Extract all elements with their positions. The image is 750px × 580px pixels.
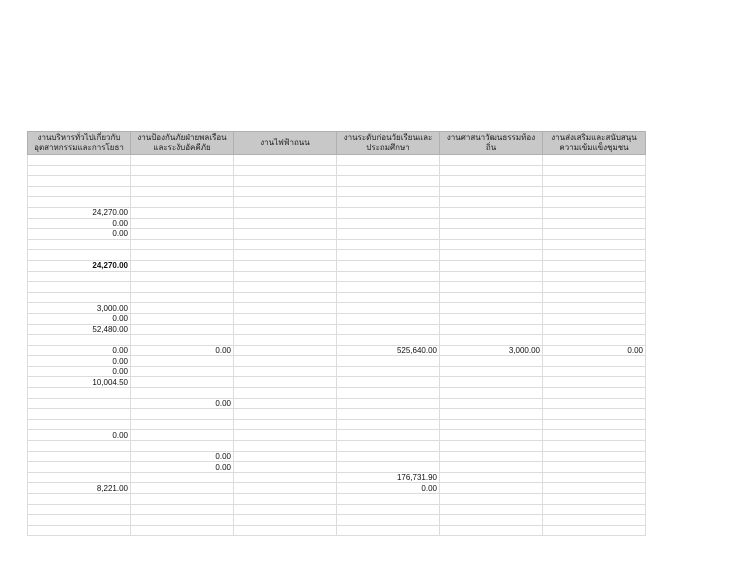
table-cell bbox=[337, 409, 440, 420]
table-cell bbox=[131, 366, 234, 377]
column-header: งานส่งเสริมและสนับสนุนความเข้มแข็งชุมชน bbox=[543, 132, 646, 155]
header-row bbox=[28, 132, 646, 155]
column-header: งานระดับก่อนวัยเรียนและประถมศึกษา bbox=[337, 132, 440, 155]
table-cell bbox=[543, 239, 646, 250]
table-cell bbox=[440, 483, 543, 494]
table-cell bbox=[440, 515, 543, 526]
table-row bbox=[28, 483, 646, 494]
table-row bbox=[28, 451, 646, 462]
table-cell bbox=[337, 462, 440, 473]
table-cell bbox=[28, 250, 131, 261]
table-row bbox=[28, 388, 646, 399]
table-cell: 3,000.00 bbox=[440, 345, 543, 356]
table-cell bbox=[28, 451, 131, 462]
table-cell bbox=[131, 313, 234, 324]
table-cell bbox=[28, 494, 131, 505]
table-cell bbox=[28, 176, 131, 187]
table-row bbox=[28, 430, 646, 441]
table-cell bbox=[337, 356, 440, 367]
table-row bbox=[28, 292, 646, 303]
table-cell bbox=[543, 398, 646, 409]
table-cell bbox=[337, 218, 440, 229]
table-cell: 0.00 bbox=[28, 313, 131, 324]
table-cell bbox=[440, 504, 543, 515]
table-cell bbox=[131, 260, 234, 271]
table-cell bbox=[131, 176, 234, 187]
table-cell bbox=[337, 303, 440, 314]
table-row bbox=[28, 165, 646, 176]
table-cell bbox=[440, 197, 543, 208]
table-cell bbox=[337, 313, 440, 324]
table-cell bbox=[543, 525, 646, 536]
table-row bbox=[28, 260, 646, 271]
table-cell bbox=[543, 388, 646, 399]
table-cell bbox=[234, 504, 337, 515]
table-cell bbox=[131, 271, 234, 282]
table-row bbox=[28, 377, 646, 388]
table-cell bbox=[131, 335, 234, 346]
table-row bbox=[28, 494, 646, 505]
table-row bbox=[28, 239, 646, 250]
table-cell bbox=[28, 441, 131, 452]
table-cell bbox=[131, 419, 234, 430]
table-cell bbox=[440, 472, 543, 483]
table-cell bbox=[234, 388, 337, 399]
table-cell bbox=[131, 292, 234, 303]
table-row bbox=[28, 345, 646, 356]
table-cell bbox=[234, 218, 337, 229]
column-header: งานศาสนาวัฒนธรรมท้องถิ่น bbox=[440, 132, 543, 155]
table-cell bbox=[440, 303, 543, 314]
table-cell bbox=[543, 260, 646, 271]
table-cell bbox=[234, 345, 337, 356]
column-header: งานบริหารทั่วไปเกี่ยวกับอุตสาหกรรมและการโยธา bbox=[28, 132, 131, 155]
table-cell bbox=[440, 462, 543, 473]
table-cell bbox=[337, 197, 440, 208]
table-cell: 176,731.90 bbox=[337, 472, 440, 483]
table-cell: 0.00 bbox=[131, 451, 234, 462]
table-cell bbox=[440, 260, 543, 271]
table-cell bbox=[440, 165, 543, 176]
table-cell: 10,004.50 bbox=[28, 377, 131, 388]
table-cell bbox=[28, 388, 131, 399]
table-cell bbox=[234, 356, 337, 367]
table-cell bbox=[131, 441, 234, 452]
table-cell bbox=[543, 451, 646, 462]
table-cell bbox=[131, 472, 234, 483]
table-cell bbox=[440, 250, 543, 261]
table-cell bbox=[440, 207, 543, 218]
table-cell bbox=[440, 377, 543, 388]
table-cell bbox=[131, 324, 234, 335]
table-cell bbox=[234, 313, 337, 324]
table-cell: 0.00 bbox=[337, 483, 440, 494]
table-cell bbox=[440, 366, 543, 377]
table-row bbox=[28, 282, 646, 293]
table-cell bbox=[28, 155, 131, 166]
table-cell bbox=[543, 271, 646, 282]
table-cell bbox=[440, 282, 543, 293]
table-cell bbox=[28, 472, 131, 483]
table-cell bbox=[440, 335, 543, 346]
budget-table bbox=[27, 131, 646, 536]
table-cell bbox=[234, 260, 337, 271]
table-cell bbox=[543, 176, 646, 187]
table-row bbox=[28, 472, 646, 483]
table-row bbox=[28, 313, 646, 324]
table-cell bbox=[337, 388, 440, 399]
table-cell bbox=[234, 282, 337, 293]
table-cell bbox=[543, 282, 646, 293]
table-cell bbox=[543, 504, 646, 515]
table-row bbox=[28, 462, 646, 473]
table-row bbox=[28, 398, 646, 409]
table-cell: 0.00 bbox=[131, 398, 234, 409]
table-cell bbox=[440, 324, 543, 335]
table-cell bbox=[234, 451, 337, 462]
table-cell bbox=[337, 207, 440, 218]
table-cell: 0.00 bbox=[28, 356, 131, 367]
table-cell bbox=[543, 515, 646, 526]
table-row bbox=[28, 197, 646, 208]
table-cell bbox=[543, 430, 646, 441]
table-cell bbox=[234, 239, 337, 250]
table-cell bbox=[131, 388, 234, 399]
table-cell bbox=[131, 504, 234, 515]
table-cell: 0.00 bbox=[28, 229, 131, 240]
table-row bbox=[28, 250, 646, 261]
table-cell bbox=[234, 398, 337, 409]
table-cell bbox=[543, 377, 646, 388]
table-cell bbox=[543, 419, 646, 430]
table-cell bbox=[234, 250, 337, 261]
table-cell: 52,480.00 bbox=[28, 324, 131, 335]
table-row bbox=[28, 409, 646, 420]
table-row bbox=[28, 155, 646, 166]
table-cell bbox=[131, 377, 234, 388]
table-cell bbox=[543, 155, 646, 166]
table-cell bbox=[337, 176, 440, 187]
table-cell bbox=[440, 430, 543, 441]
table-cell bbox=[28, 419, 131, 430]
table-cell: 24,270.00 bbox=[28, 260, 131, 271]
table-cell bbox=[131, 229, 234, 240]
table-cell bbox=[131, 409, 234, 420]
table-header bbox=[28, 132, 646, 155]
table-cell bbox=[543, 229, 646, 240]
table-cell: 8,221.00 bbox=[28, 483, 131, 494]
table-cell bbox=[234, 430, 337, 441]
table-cell bbox=[234, 186, 337, 197]
table-row bbox=[28, 324, 646, 335]
table-cell bbox=[234, 207, 337, 218]
table-row bbox=[28, 207, 646, 218]
table-cell bbox=[337, 239, 440, 250]
table-cell bbox=[337, 335, 440, 346]
table-cell bbox=[337, 377, 440, 388]
table-cell bbox=[131, 303, 234, 314]
table-cell bbox=[543, 218, 646, 229]
table-cell bbox=[234, 335, 337, 346]
table-cell bbox=[337, 504, 440, 515]
table-row bbox=[28, 176, 646, 187]
table-cell bbox=[543, 441, 646, 452]
table-cell bbox=[131, 356, 234, 367]
table-cell bbox=[234, 197, 337, 208]
table-cell bbox=[337, 186, 440, 197]
table-cell bbox=[28, 197, 131, 208]
table-cell bbox=[440, 356, 543, 367]
table-cell bbox=[337, 229, 440, 240]
table-cell bbox=[337, 451, 440, 462]
table-cell bbox=[337, 441, 440, 452]
table-cell bbox=[234, 377, 337, 388]
table-cell: 0.00 bbox=[28, 366, 131, 377]
table-cell bbox=[234, 441, 337, 452]
table-row bbox=[28, 419, 646, 430]
table-cell bbox=[440, 313, 543, 324]
table-cell bbox=[131, 525, 234, 536]
table-cell: 24,270.00 bbox=[28, 207, 131, 218]
table-row bbox=[28, 218, 646, 229]
table-cell bbox=[234, 462, 337, 473]
table-cell bbox=[337, 398, 440, 409]
table-cell bbox=[543, 207, 646, 218]
table-cell bbox=[440, 176, 543, 187]
table-cell bbox=[131, 239, 234, 250]
table-cell bbox=[543, 324, 646, 335]
table-cell bbox=[337, 292, 440, 303]
table-cell bbox=[131, 515, 234, 526]
table-cell bbox=[543, 292, 646, 303]
table-row bbox=[28, 229, 646, 240]
table-cell bbox=[234, 155, 337, 166]
table-cell bbox=[543, 197, 646, 208]
table-cell bbox=[28, 186, 131, 197]
table-cell bbox=[131, 186, 234, 197]
table-cell bbox=[440, 451, 543, 462]
table-cell bbox=[440, 494, 543, 505]
table-cell bbox=[131, 165, 234, 176]
table-row bbox=[28, 525, 646, 536]
table-cell bbox=[234, 292, 337, 303]
table-cell bbox=[440, 409, 543, 420]
table-cell bbox=[337, 271, 440, 282]
table-cell bbox=[234, 409, 337, 420]
table-cell bbox=[28, 282, 131, 293]
table-cell bbox=[543, 250, 646, 261]
table-cell bbox=[440, 398, 543, 409]
table-cell bbox=[440, 388, 543, 399]
table-row bbox=[28, 504, 646, 515]
table-cell bbox=[337, 250, 440, 261]
table-cell bbox=[28, 504, 131, 515]
table-cell: 0.00 bbox=[28, 430, 131, 441]
table-row bbox=[28, 366, 646, 377]
table-cell bbox=[543, 483, 646, 494]
table-cell bbox=[543, 303, 646, 314]
table-cell bbox=[28, 165, 131, 176]
table-cell bbox=[543, 462, 646, 473]
table-cell bbox=[234, 483, 337, 494]
table-cell bbox=[234, 229, 337, 240]
table-cell bbox=[543, 356, 646, 367]
table-row bbox=[28, 356, 646, 367]
table-cell bbox=[337, 324, 440, 335]
table-cell: 0.00 bbox=[28, 218, 131, 229]
table-cell bbox=[234, 472, 337, 483]
table-cell: 0.00 bbox=[131, 345, 234, 356]
table-cell bbox=[234, 271, 337, 282]
table-cell bbox=[440, 218, 543, 229]
table-row bbox=[28, 186, 646, 197]
table-cell bbox=[337, 155, 440, 166]
table-cell: 3,000.00 bbox=[28, 303, 131, 314]
table-cell bbox=[543, 472, 646, 483]
table-cell bbox=[28, 398, 131, 409]
table-cell: 0.00 bbox=[543, 345, 646, 356]
table-cell bbox=[28, 409, 131, 420]
table-cell: 0.00 bbox=[131, 462, 234, 473]
table-cell bbox=[440, 525, 543, 536]
table-cell bbox=[131, 282, 234, 293]
table-cell bbox=[234, 515, 337, 526]
table-cell bbox=[131, 197, 234, 208]
table-cell bbox=[440, 229, 543, 240]
table-row bbox=[28, 441, 646, 452]
table-cell bbox=[543, 165, 646, 176]
table-cell bbox=[543, 366, 646, 377]
column-header: งานป้องกันภัยฝ่ายพลเรือนและระงับอัคคีภัย bbox=[131, 132, 234, 155]
table-cell bbox=[543, 409, 646, 420]
table-cell bbox=[131, 207, 234, 218]
table-cell bbox=[337, 282, 440, 293]
table-cell bbox=[131, 155, 234, 166]
table-cell: 525,640.00 bbox=[337, 345, 440, 356]
table-cell bbox=[131, 483, 234, 494]
table-cell bbox=[440, 239, 543, 250]
table-cell bbox=[28, 239, 131, 250]
table-cell bbox=[234, 525, 337, 536]
table-cell bbox=[337, 494, 440, 505]
table-cell bbox=[337, 165, 440, 176]
table-body bbox=[28, 155, 646, 536]
column-header: งานไฟฟ้าถนน bbox=[234, 132, 337, 155]
table-row bbox=[28, 515, 646, 526]
table-row bbox=[28, 303, 646, 314]
table-cell bbox=[234, 494, 337, 505]
table-cell bbox=[440, 419, 543, 430]
table-cell bbox=[131, 250, 234, 261]
table-cell bbox=[337, 260, 440, 271]
table-cell bbox=[337, 419, 440, 430]
table-cell: 0.00 bbox=[28, 345, 131, 356]
table-cell bbox=[440, 155, 543, 166]
table-cell bbox=[543, 313, 646, 324]
table-cell bbox=[131, 494, 234, 505]
table-cell bbox=[543, 335, 646, 346]
table-cell bbox=[543, 494, 646, 505]
table-cell bbox=[440, 186, 543, 197]
table-cell bbox=[131, 218, 234, 229]
table-cell bbox=[440, 441, 543, 452]
table-cell bbox=[337, 515, 440, 526]
table-row bbox=[28, 271, 646, 282]
table-cell bbox=[28, 525, 131, 536]
table-row bbox=[28, 335, 646, 346]
table-cell bbox=[234, 165, 337, 176]
table-cell bbox=[234, 303, 337, 314]
table-cell bbox=[131, 430, 234, 441]
table-cell bbox=[543, 186, 646, 197]
table-cell bbox=[337, 366, 440, 377]
table-cell bbox=[28, 515, 131, 526]
table-cell bbox=[440, 292, 543, 303]
table-cell bbox=[234, 366, 337, 377]
table-cell bbox=[28, 335, 131, 346]
table-cell bbox=[337, 525, 440, 536]
table-cell bbox=[234, 419, 337, 430]
table-cell bbox=[234, 176, 337, 187]
table-cell bbox=[234, 324, 337, 335]
table-cell bbox=[28, 462, 131, 473]
table-cell bbox=[28, 271, 131, 282]
table-cell bbox=[440, 271, 543, 282]
table-cell bbox=[28, 292, 131, 303]
table-cell bbox=[337, 430, 440, 441]
